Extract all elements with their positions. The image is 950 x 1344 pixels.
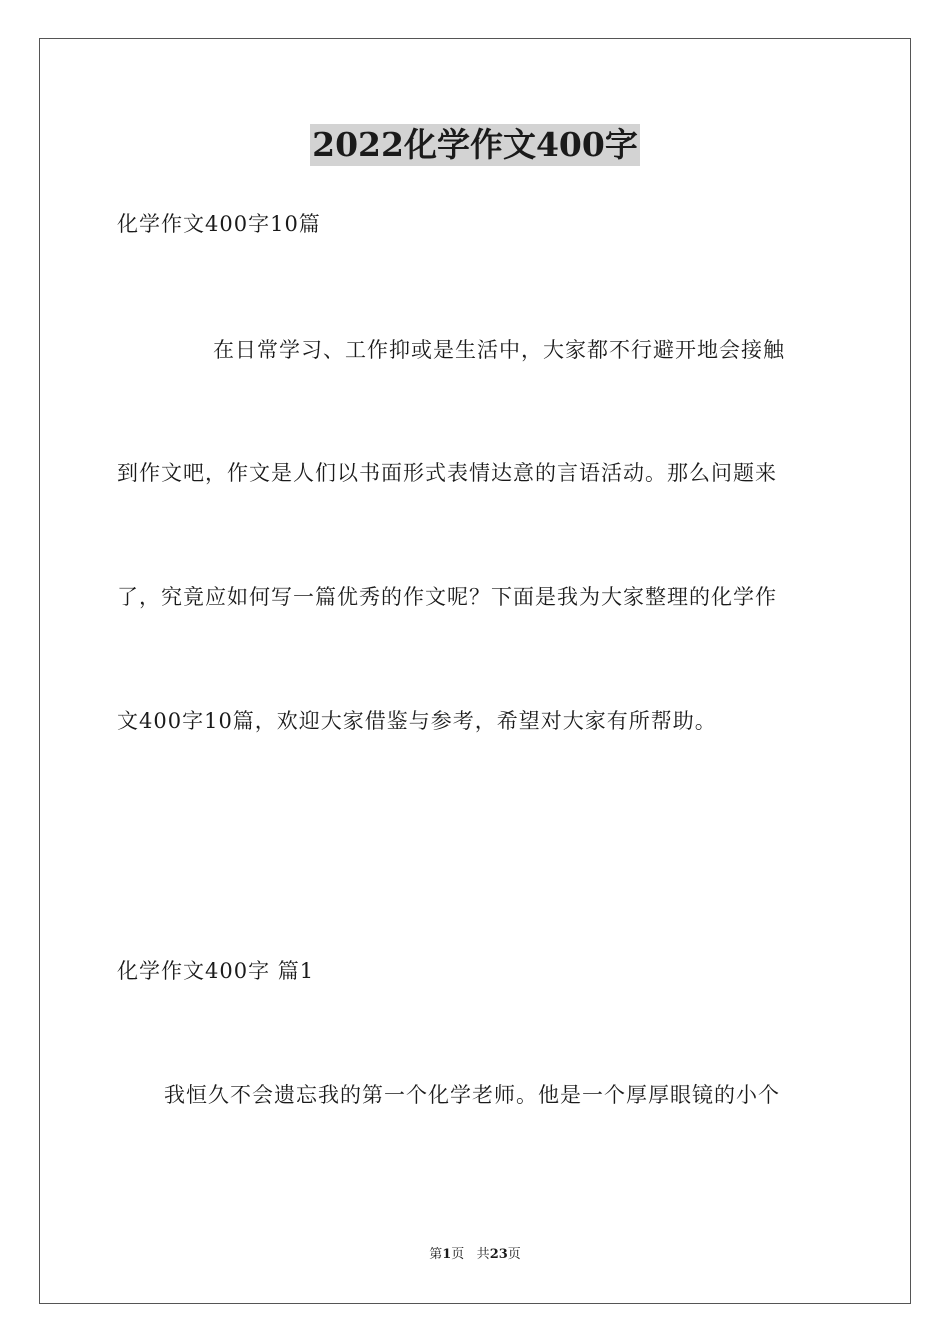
footer-page-suffix: 页 [451,1247,465,1262]
intro-line-3: 了，究竟应如何写一篇优秀的作文呢？下面是我为大家整理的化学作 [117,585,777,609]
page-footer [0,1246,950,1264]
intro-line-2: 到作文吧，作文是人们以书面形式表情达意的言语活动。那么问题来 [117,461,777,485]
document-title: 2022化学作文400字 [312,125,638,164]
intro-line-4: 文400字10篇，欢迎大家借鉴与参考，希望对大家有所帮助。 [117,709,717,733]
document-title-wrapper [0,124,950,166]
footer-total-prefix: 共 [476,1247,490,1262]
footer-total-suffix: 页 [507,1247,521,1262]
section-first-line: 我恒久不会遗忘我的第一个化学老师。他是一个厚厚眼镜的小个 [164,1083,780,1107]
intro-line-1: 在日常学习、工作抑或是生活中，大家都不行避开地会接触 [213,338,785,362]
section-heading: 化学作文400字 篇1 [117,959,315,983]
document-subtitle: 化学作文400字10篇 [117,212,321,236]
footer-page-prefix: 第 [429,1247,443,1262]
footer-page-number: 1 [442,1247,452,1262]
footer-total-pages: 23 [489,1247,508,1262]
